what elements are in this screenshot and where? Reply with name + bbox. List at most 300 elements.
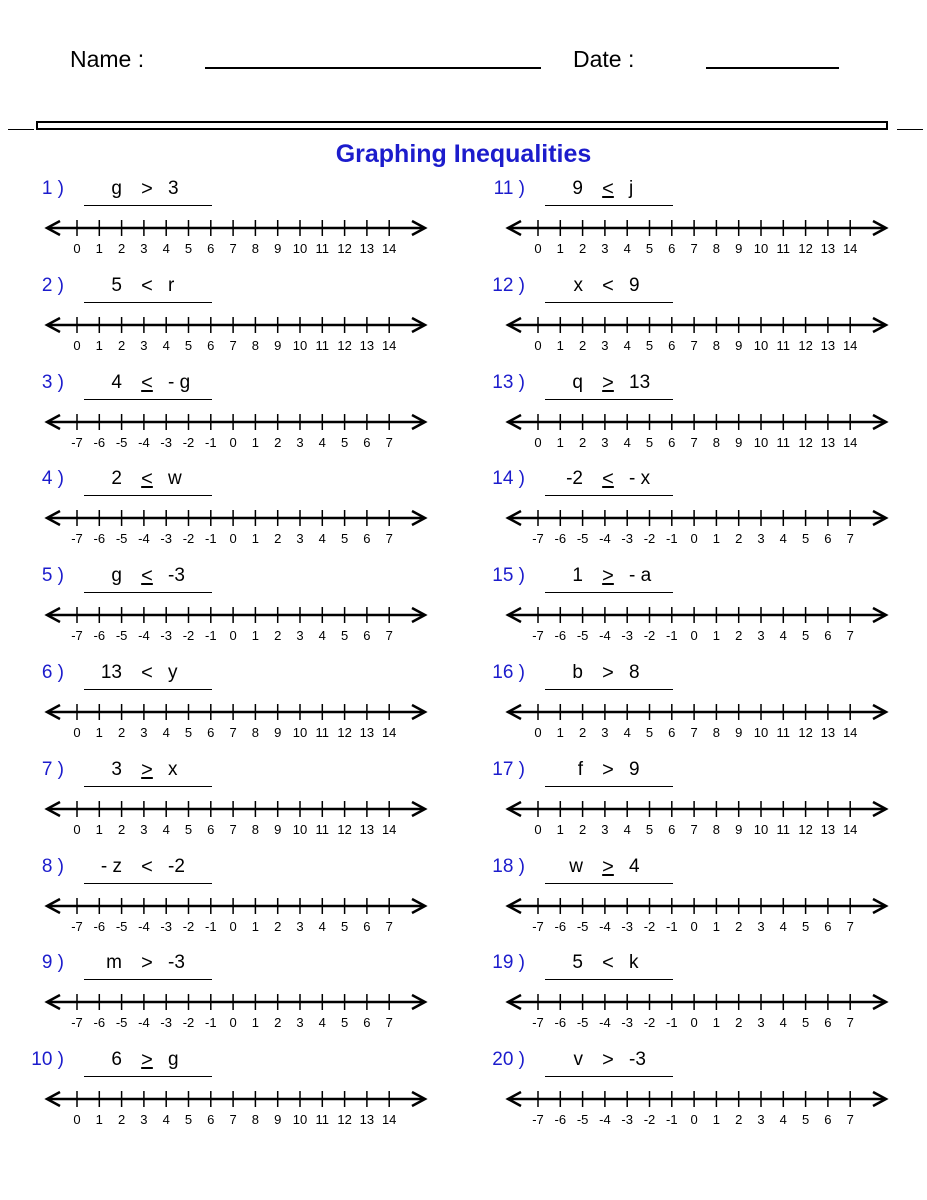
inequality-left-term: 1 [572,565,583,586]
tick-label: 7 [690,241,698,256]
tick-label: -2 [182,628,195,643]
number-line[interactable] [0,585,450,643]
inequality-left-term: - z [100,856,122,877]
inequality-left-term: 13 [100,662,122,683]
problem-number: 16 ) [492,662,525,683]
tick-label: -7 [71,1015,83,1030]
tick-label: 5 [645,725,654,740]
tick-label: 10 [292,822,308,837]
tick-label: -3 [160,628,172,643]
tick-label: 1 [556,822,564,837]
tick-label: -7 [532,919,544,934]
tick-label: 7 [385,531,393,546]
problem-item [461,952,911,1049]
problem-number: 8 ) [41,856,64,877]
tick-label: -3 [160,919,172,934]
tick-label: 10 [753,435,769,450]
problem-item [0,178,450,275]
tick-label: 14 [842,435,858,450]
tick-label: 1 [95,338,103,353]
inequality-symbol: > [602,565,614,587]
number-line[interactable] [461,488,911,546]
problem-item [461,178,911,275]
tick-label: 5 [340,531,349,546]
inequality-right-term: r [168,275,175,296]
number-line[interactable] [461,1069,911,1127]
tick-label: 9 [735,338,743,353]
tick-label: 0 [690,628,698,643]
tick-label: 2 [274,1015,282,1030]
problem-number: 19 ) [492,952,525,973]
tick-label: -5 [576,1112,589,1127]
problem-number: 17 ) [492,759,525,780]
tick-label: 1 [712,919,721,934]
problem-item [0,952,450,1049]
tick-label: 1 [556,435,564,450]
tick-label: -6 [554,1112,567,1127]
tick-label: 7 [846,919,854,934]
tick-label: 4 [162,1112,170,1127]
tick-label: -6 [93,919,106,934]
problem-item [461,372,911,469]
tick-label: 10 [292,338,308,353]
tick-label: -3 [160,1015,172,1030]
tick-label: 6 [668,241,676,256]
tick-label: 2 [578,725,587,740]
right-stub [897,129,923,130]
tick-label: -7 [532,1015,544,1030]
tick-label: 2 [578,241,587,256]
tick-label: -3 [621,1015,633,1030]
number-line[interactable] [461,198,911,256]
inequality-left-term: m [106,952,122,973]
number-line[interactable] [461,972,911,1030]
tick-label: -7 [532,1112,544,1127]
tick-label: -7 [71,435,83,450]
inequality-right-term: g [168,1049,179,1070]
tick-label: 7 [690,725,698,740]
tick-label: 4 [318,628,326,643]
tick-label: 12 [337,725,352,740]
tick-label: 13 [820,822,836,837]
tick-label: 13 [359,338,375,353]
tick-label: 2 [117,338,126,353]
tick-label: 5 [645,338,654,353]
tick-label: -4 [599,919,611,934]
inequality-right-term: -3 [168,565,185,586]
tick-label: 5 [340,435,349,450]
tick-label: 6 [207,822,215,837]
inequality-symbol: > [602,372,614,394]
tick-label: 6 [363,919,371,934]
tick-label: 13 [359,725,375,740]
tick-label: 10 [753,338,769,353]
tick-label: 3 [601,435,609,450]
tick-label: 7 [846,1015,854,1030]
tick-label: -4 [599,1112,611,1127]
tick-label: 2 [274,435,282,450]
tick-label: 14 [842,338,858,353]
inequality-left-term: w [569,856,583,877]
date-field[interactable] [706,67,839,69]
tick-label: -1 [666,1015,678,1030]
tick-label: 13 [820,725,836,740]
tick-label: 11 [315,338,330,353]
inequality-right-term: 3 [168,178,179,199]
tick-label: -7 [532,531,544,546]
tick-label: -2 [643,628,656,643]
tick-label: 0 [534,338,542,353]
tick-label: 12 [337,822,352,837]
problem-item [461,759,911,856]
tick-label: 6 [668,338,676,353]
tick-label: 6 [207,725,215,740]
tick-label: -7 [71,531,83,546]
inequality-symbol: < [141,662,153,684]
tick-label: 0 [229,435,237,450]
tick-label: 7 [229,822,237,837]
tick-label: 1 [712,531,721,546]
inequality-right-term: x [168,759,178,780]
tick-label: 5 [645,435,654,450]
tick-label: 0 [73,725,81,740]
inequality-symbol: < [141,468,153,490]
problem-number: 20 ) [492,1049,525,1070]
tick-label: 11 [776,241,791,256]
number-line[interactable] [461,779,911,837]
tick-label: 9 [274,241,282,256]
problem-number: 18 ) [492,856,525,877]
tick-label: 12 [798,241,813,256]
tick-label: -5 [115,435,128,450]
number-line[interactable] [0,198,450,256]
problem-item [461,468,911,565]
number-line[interactable] [0,972,450,1030]
tick-label: 5 [801,628,810,643]
problem-number: 12 ) [492,275,525,296]
tick-label: 3 [296,531,304,546]
tick-label: 8 [712,338,721,353]
tick-label: 6 [824,1015,832,1030]
tick-label: 1 [712,628,721,643]
tick-label: 7 [385,1015,393,1030]
date-label: Date : [573,46,635,72]
tick-label: -1 [666,919,678,934]
tick-label: 6 [824,1112,832,1127]
tick-label: 2 [117,1112,126,1127]
inequality-symbol: > [602,759,614,781]
number-line[interactable] [0,682,450,740]
tick-label: 1 [251,919,260,934]
tick-label: -2 [182,919,195,934]
tick-label: 7 [229,1112,237,1127]
inequality-left-term: 2 [111,468,122,489]
inequality-left-term: v [573,1049,583,1070]
problem-number: 1 ) [41,178,64,199]
tick-label: 5 [184,338,193,353]
tick-label: 9 [274,822,282,837]
tick-label: 4 [162,822,170,837]
tick-label: 2 [117,822,126,837]
number-line[interactable] [0,488,450,546]
tick-label: 7 [690,822,698,837]
tick-label: -1 [205,919,217,934]
tick-label: 7 [385,919,393,934]
tick-label: -4 [138,628,150,643]
tick-label: 9 [274,725,282,740]
tick-label: 6 [207,1112,215,1127]
tick-label: 2 [735,531,743,546]
tick-label: -1 [205,435,217,450]
tick-label: 1 [712,1015,721,1030]
tick-label: 4 [779,531,787,546]
inequality-right-term: - g [168,372,191,393]
tick-label: -2 [182,531,195,546]
number-line[interactable] [461,682,911,740]
tick-label: 5 [801,1015,810,1030]
inequality-right-term: -2 [168,856,185,877]
tick-label: 6 [363,435,371,450]
tick-label: -5 [576,1015,589,1030]
tick-label: -2 [182,435,195,450]
tick-label: 7 [229,338,237,353]
tick-label: 6 [668,822,676,837]
tick-label: 1 [712,1112,721,1127]
tick-label: 5 [184,725,193,740]
tick-label: 0 [534,822,542,837]
tick-label: -2 [182,1015,195,1030]
number-line[interactable] [0,392,450,450]
problem-item [461,565,911,662]
tick-label: 3 [757,531,765,546]
tick-label: 14 [381,1112,397,1127]
inequality-symbol: > [141,952,153,974]
tick-label: 4 [318,531,326,546]
inequality-left-term: 4 [111,372,122,393]
tick-label: 10 [753,241,769,256]
tick-label: 10 [292,725,308,740]
tick-label: 0 [73,1112,81,1127]
tick-label: 14 [842,241,858,256]
tick-label: 3 [140,822,148,837]
number-line[interactable] [461,392,911,450]
tick-label: 13 [820,241,836,256]
problem-item [0,372,450,469]
tick-label: 1 [95,241,103,256]
tick-label: 9 [735,241,743,256]
tick-label: 4 [162,725,170,740]
inequality-symbol: < [141,275,153,297]
tick-label: 14 [842,822,858,837]
tick-label: 9 [735,725,743,740]
tick-label: -5 [576,628,589,643]
tick-label: 12 [798,725,813,740]
tick-label: 3 [140,338,148,353]
number-line[interactable] [461,585,911,643]
tick-label: -7 [71,628,83,643]
inequality-right-term: 9 [629,759,640,780]
tick-label: 6 [824,531,832,546]
tick-label: 4 [779,628,787,643]
tick-label: 12 [337,338,352,353]
inequality-right-term: - x [629,468,651,489]
tick-label: 0 [73,822,81,837]
tick-label: -6 [554,531,567,546]
number-line[interactable] [461,295,911,353]
tick-label: 4 [623,338,631,353]
tick-label: 11 [776,435,791,450]
tick-label: 0 [534,241,542,256]
tick-label: -3 [621,531,633,546]
tick-label: 1 [556,241,564,256]
inequality-left-term: 9 [572,178,583,199]
tick-label: 6 [363,531,371,546]
number-line[interactable] [461,876,911,934]
number-line[interactable] [0,1069,450,1127]
name-field[interactable] [205,67,541,69]
tick-label: -1 [666,1112,678,1127]
tick-label: -1 [666,531,678,546]
tick-label: 8 [251,338,260,353]
tick-label: -4 [138,435,150,450]
inequality-symbol: > [141,1049,153,1071]
tick-label: 7 [229,725,237,740]
tick-label: -3 [160,435,172,450]
tick-label: 7 [846,628,854,643]
tick-label: 6 [207,338,215,353]
problem-number: 13 ) [492,372,525,393]
tick-label: 2 [735,1015,743,1030]
tick-label: 9 [274,1112,282,1127]
problem-number: 7 ) [41,759,64,780]
tick-label: 14 [842,725,858,740]
tick-label: 12 [337,1112,352,1127]
inequality-right-term: 13 [629,372,651,393]
tick-label: 4 [623,435,631,450]
tick-label: -7 [71,919,83,934]
tick-label: 3 [296,628,304,643]
tick-label: -3 [621,628,633,643]
problem-number: 11 ) [493,178,525,199]
left-stub [8,129,34,130]
tick-label: -6 [93,628,106,643]
tick-label: -3 [621,1112,633,1127]
tick-label: 4 [623,725,631,740]
tick-label: 6 [207,241,215,256]
tick-label: 9 [735,435,743,450]
tick-label: 1 [95,1112,103,1127]
tick-label: 1 [251,435,260,450]
inequality-symbol: > [602,662,614,684]
tick-label: 1 [95,822,103,837]
tick-label: 6 [363,628,371,643]
tick-label: 0 [229,628,237,643]
tick-label: -6 [554,919,567,934]
tick-label: 1 [556,338,564,353]
tick-label: 6 [668,725,676,740]
tick-label: 0 [229,919,237,934]
tick-label: 4 [318,919,326,934]
tick-label: 0 [229,1015,237,1030]
number-line[interactable] [0,779,450,837]
problem-number: 15 ) [492,565,525,586]
tick-label: 8 [251,822,260,837]
tick-label: -4 [138,1015,150,1030]
inequality-left-term: f [577,759,583,780]
inequality-left-term: 5 [111,275,122,296]
problem-number: 6 ) [41,662,64,683]
tick-label: 4 [162,241,170,256]
number-line[interactable] [0,876,450,934]
tick-label: 2 [274,919,282,934]
tick-label: 9 [274,338,282,353]
tick-label: 2 [578,435,587,450]
inequality-symbol: > [602,1049,614,1071]
tick-label: 8 [251,1112,260,1127]
problem-number: 10 ) [31,1049,64,1070]
tick-label: 2 [274,531,282,546]
tick-label: 3 [296,1015,304,1030]
name-label: Name : [70,46,145,72]
tick-label: 6 [824,628,832,643]
tick-label: 11 [776,822,791,837]
tick-label: 3 [140,241,148,256]
tick-label: 1 [251,531,260,546]
tick-label: 5 [801,919,810,934]
tick-label: -1 [205,628,217,643]
inequality-left-term: b [572,662,583,683]
problem-item [461,856,911,953]
problem-item [461,1049,911,1146]
tick-label: 4 [318,1015,326,1030]
inequality-symbol: < [602,178,614,200]
tick-label: -6 [93,531,106,546]
tick-label: -5 [115,919,128,934]
tick-label: 7 [385,435,393,450]
problem-item [0,275,450,372]
number-line[interactable] [0,295,450,353]
tick-label: 0 [690,531,698,546]
tick-label: 4 [779,1015,787,1030]
tick-label: 3 [757,1112,765,1127]
tick-label: 8 [251,725,260,740]
tick-label: -5 [576,919,589,934]
tick-label: -6 [93,435,106,450]
tick-label: 9 [735,822,743,837]
tick-label: 1 [556,725,564,740]
tick-label: -6 [554,1015,567,1030]
problem-number: 3 ) [41,372,64,393]
inequality-left-term: x [573,275,583,296]
tick-label: -5 [576,531,589,546]
tick-label: 8 [712,435,721,450]
tick-label: 2 [578,822,587,837]
inequality-right-term: 4 [629,856,640,877]
tick-label: 14 [381,822,397,837]
tick-label: 5 [184,822,193,837]
inequality-left-term: q [572,372,583,393]
tick-label: -4 [599,628,611,643]
tick-label: 13 [359,241,375,256]
inequality-symbol: > [141,178,153,200]
tick-label: -2 [643,919,656,934]
tick-label: 0 [73,241,81,256]
tick-label: 2 [735,919,743,934]
tick-label: 2 [735,628,743,643]
tick-label: 8 [712,725,721,740]
inequality-symbol: < [602,468,614,490]
tick-label: -4 [138,531,150,546]
